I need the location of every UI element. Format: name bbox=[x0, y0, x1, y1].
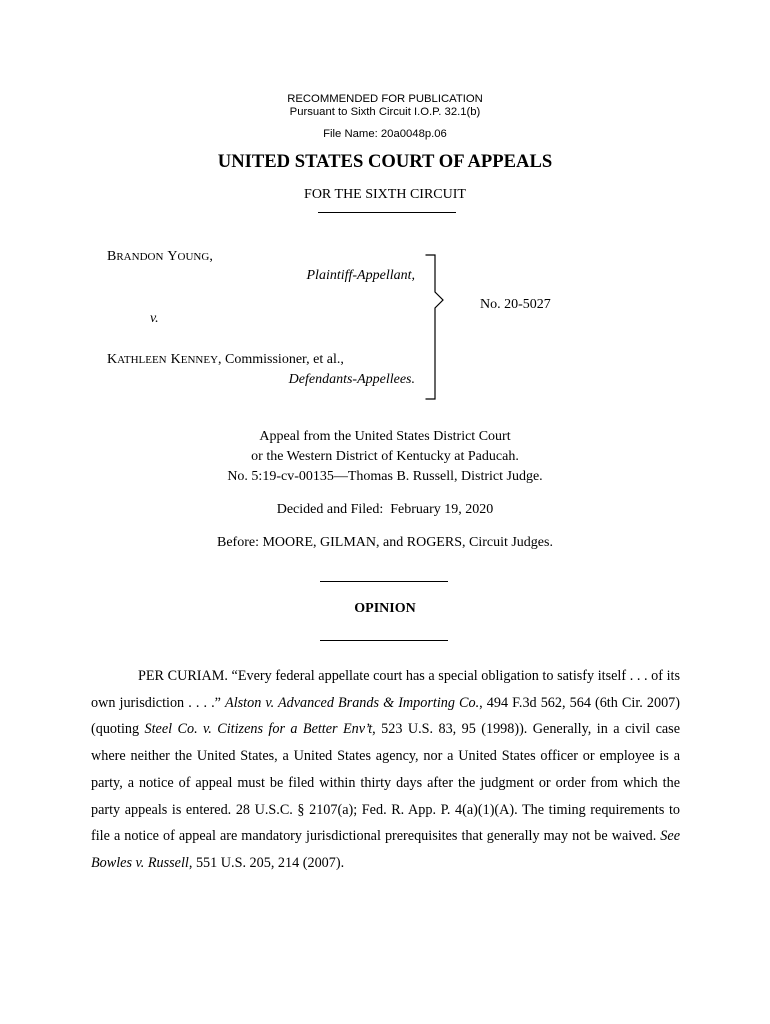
appeal-line-1: Appeal from the United States District Court bbox=[259, 429, 511, 444]
defendant-role: Defendants-Appellees. bbox=[288, 372, 415, 387]
appeal-line-3: No. 5:19-cv-00135—Thomas B. Russell, District Judge. bbox=[227, 469, 543, 484]
file-name: File Name: 20a0048p.06 bbox=[323, 128, 447, 140]
case-number: No. 20-5027 bbox=[480, 297, 551, 312]
opinion-rule-top bbox=[320, 581, 448, 582]
plaintiff-role: Plaintiff-Appellant, bbox=[306, 268, 415, 283]
court-title: UNITED STATES COURT OF APPEALS bbox=[217, 151, 553, 172]
defendant-name: KATHLEEN KENNEY, Commissioner, et al., bbox=[107, 352, 344, 367]
plaintiff-name: BRANDON YOUNG, bbox=[107, 249, 213, 264]
panel-judges: Before: MOORE, GILMAN, and ROGERS, Circuit Judges. bbox=[217, 535, 553, 550]
caption-brace bbox=[425, 254, 447, 402]
opinion-paragraph: PER CURIAM. “Every federal appellate court has a special obligation to satisfy itself . . . of its own jurisdiction . . . .” Alston v. Advanced Brands & Importing Co., 494 F.3d 562, 564 (6th Cir. 2007) (quoting Steel Co. v. Citizens for a Better Env’t, 523 U.S. 83, 95 (1998)). Generally, in a civil case where neither the United States, a United States agency, nor a United States officer or employee is a party, a notice of appeal must be filed within thirty days after the judgment or order from which the party appeals is entered. 28 U.S.C. § 2107(a); Fed. R. App. P. 4(a)(1)(A). The timing requirements to file a notice of appeal are mandatory jurisdictional prerequisites that generally may not be waived. See Bowles v. Russell, 551 U.S. 205, 214 (2007). bbox=[91, 668, 681, 871]
citation-steel-co: Steel Co. v. Citizens for a Better Env’t bbox=[144, 721, 373, 738]
opinion-rule-bottom bbox=[320, 640, 448, 641]
opinion-heading: OPINION bbox=[354, 601, 416, 616]
versus: v. bbox=[150, 311, 159, 326]
title-rule bbox=[318, 212, 456, 213]
circuit-name: FOR THE SIXTH CIRCUIT bbox=[304, 187, 466, 202]
publication-notice: RECOMMENDED FOR PUBLICATION bbox=[287, 93, 483, 105]
citation-alston: Alston v. Advanced Brands & Importing Co. bbox=[225, 694, 480, 711]
decided-date: Decided and Filed: February 19, 2020 bbox=[276, 502, 494, 517]
appeal-line-2: or the Western District of Kentucky at Paducah. bbox=[251, 449, 519, 464]
citation-bowles: See Bowles v. Russell bbox=[91, 828, 680, 871]
pursuant-notice: Pursuant to Sixth Circuit I.O.P. 32.1(b) bbox=[289, 106, 481, 118]
